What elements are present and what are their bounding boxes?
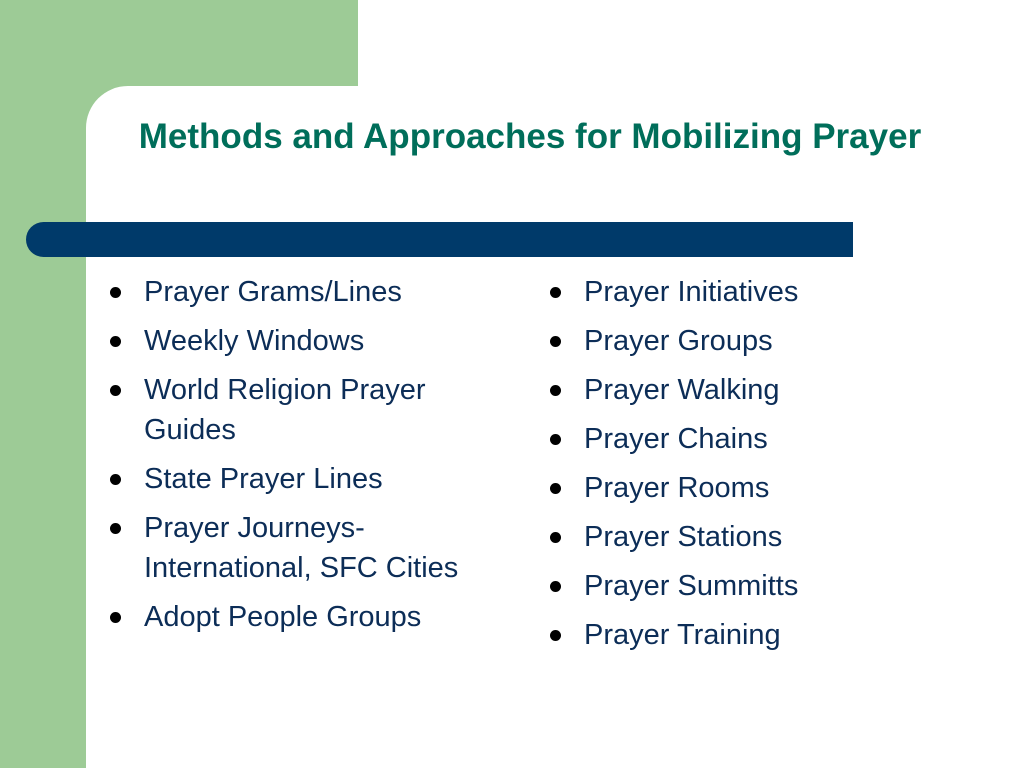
list-item xyxy=(544,321,984,361)
bullet-icon xyxy=(550,483,561,494)
list-item xyxy=(544,517,984,557)
bullet-icon xyxy=(110,287,121,298)
list-item-text: State Prayer Lines xyxy=(144,463,383,495)
list-item-text: Weekly Windows xyxy=(144,325,365,357)
bullet-icon xyxy=(550,630,561,641)
bullet-icon xyxy=(110,523,121,534)
list-item xyxy=(104,459,494,499)
decorative-title-bar xyxy=(26,222,853,257)
bullet-icon xyxy=(550,385,561,396)
list-item-text: World Religion Prayer Guides xyxy=(144,374,426,446)
bullet-icon xyxy=(110,336,121,347)
list-item xyxy=(544,566,984,606)
list-item xyxy=(104,597,494,637)
list-item-text: Prayer Training xyxy=(584,619,781,651)
list-item xyxy=(104,508,494,588)
bullet-list-left xyxy=(104,272,494,646)
list-item xyxy=(544,272,984,312)
list-item xyxy=(544,468,984,508)
list-item xyxy=(544,615,984,655)
bullet-icon xyxy=(550,532,561,543)
list-item-text: Prayer Rooms xyxy=(584,472,770,504)
list-item xyxy=(544,370,984,410)
list-item xyxy=(544,419,984,459)
list-item-text: Prayer Journeys-International, SFC Cities xyxy=(144,512,459,584)
list-item-text: Prayer Initiatives xyxy=(584,276,799,308)
bullet-icon xyxy=(550,287,561,298)
list-item-text: Prayer Groups xyxy=(584,325,773,357)
list-item xyxy=(104,370,494,450)
bullet-icon xyxy=(550,336,561,347)
bullet-icon xyxy=(550,581,561,592)
list-item-text: Prayer Stations xyxy=(584,521,783,553)
list-item-text: Prayer Walking xyxy=(584,374,780,406)
bullet-icon xyxy=(550,434,561,445)
list-item xyxy=(104,321,494,361)
list-item-text: Prayer Chains xyxy=(584,423,768,455)
bullet-icon xyxy=(110,612,121,623)
slide-title: Methods and Approaches for Mobilizing Prayer xyxy=(138,117,922,156)
list-item-text: Prayer Grams/Lines xyxy=(144,276,402,308)
list-item xyxy=(104,272,494,312)
list-item-text: Adopt People Groups xyxy=(144,601,422,633)
bullet-list-right xyxy=(544,272,984,664)
list-item-text: Prayer Summitts xyxy=(584,570,799,602)
bullet-icon xyxy=(110,385,121,396)
bullet-icon xyxy=(110,474,121,485)
